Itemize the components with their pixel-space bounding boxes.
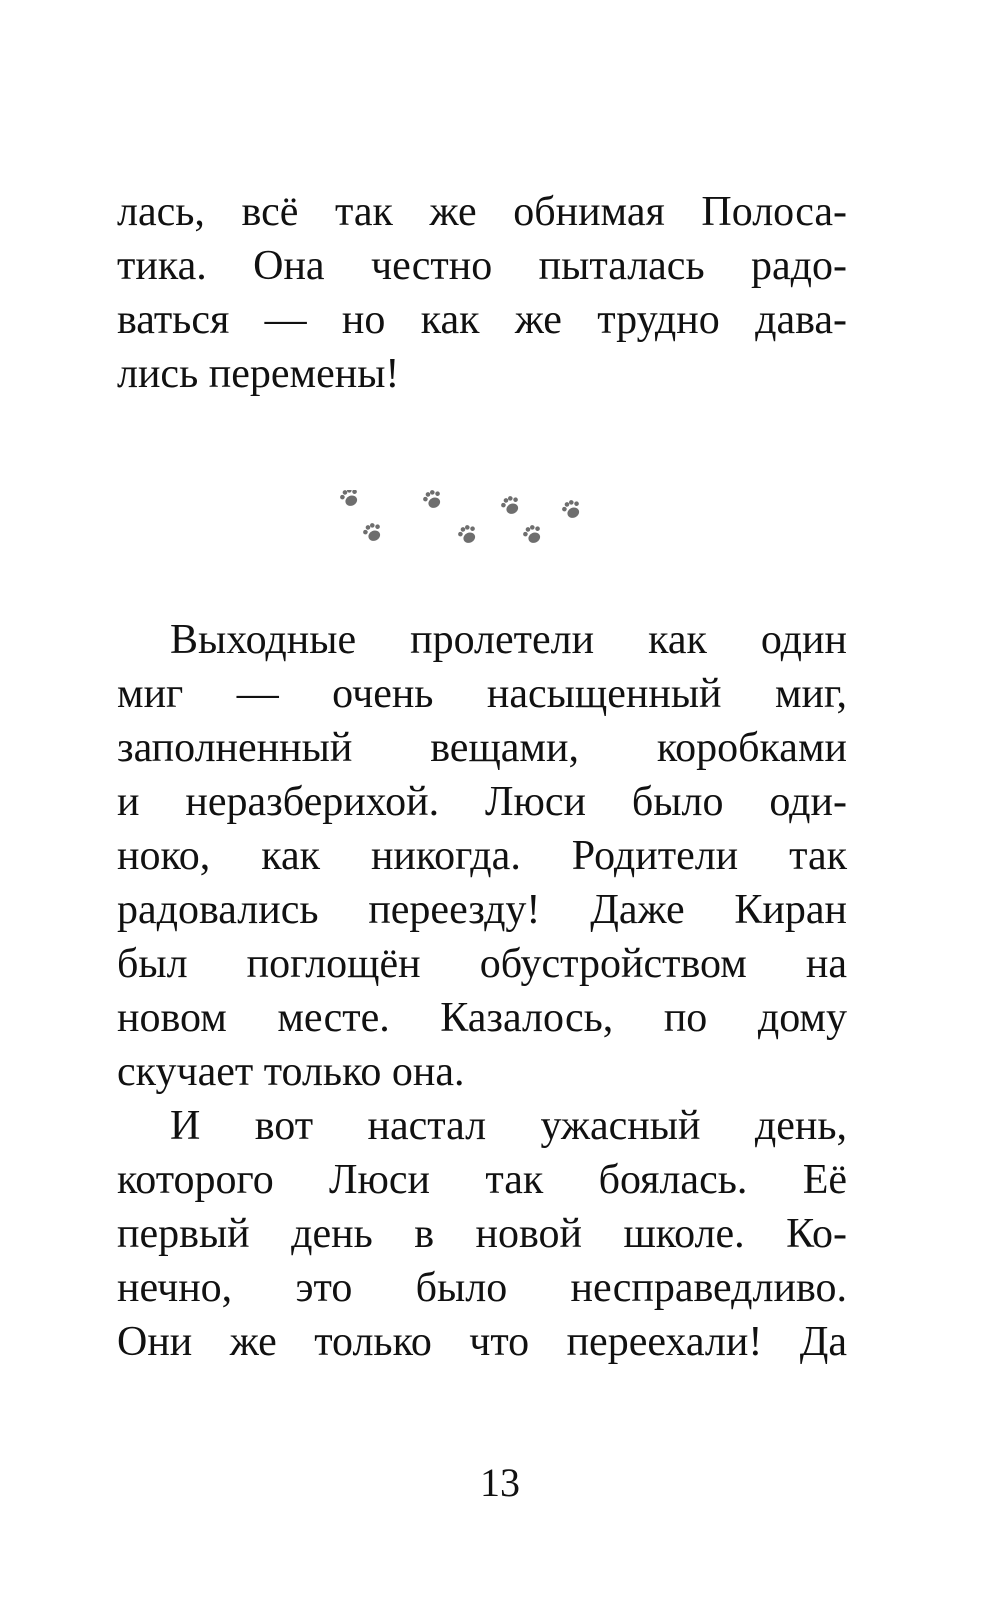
paw-print-icon — [456, 523, 480, 546]
text-line: тика. Она честно пыталась радо- — [117, 243, 847, 289]
paw-print-icon — [521, 523, 545, 546]
text-line: лась, всё так же обнимая Полоса- — [117, 189, 847, 235]
text-line: скучает только она. — [117, 1049, 465, 1095]
paw-prints-divider — [340, 490, 620, 570]
paw-print-icon — [499, 494, 523, 517]
text-line: и неразберихой. Люси было оди- — [117, 779, 847, 825]
text-line: лись перемены! — [117, 351, 400, 397]
text-line: ноко, как никогда. Родители так — [117, 833, 847, 879]
paw-prints-icon — [340, 490, 620, 570]
paw-print-icon — [340, 490, 362, 509]
text-line: нечно, это было несправедливо. — [117, 1265, 847, 1311]
text-line: Они же только что переехали! Да — [117, 1319, 847, 1365]
text-line: Выходные пролетели как один — [170, 617, 847, 663]
text-line: миг — очень насыщенный миг, — [117, 671, 847, 717]
paw-print-icon — [560, 498, 584, 521]
paw-print-icon — [421, 490, 445, 511]
text-line: ваться — но как же трудно дава- — [117, 297, 847, 343]
text-line: новом месте. Казалось, по дому — [117, 995, 847, 1041]
paw-print-icon — [361, 521, 385, 544]
text-line: радовались переезду! Даже Киран — [117, 887, 847, 933]
text-line: И вот настал ужасный день, — [170, 1103, 847, 1149]
text-line: первый день в новой школе. Ко- — [117, 1211, 847, 1257]
text-line: заполненный вещами, коробками — [117, 725, 847, 771]
text-line: был поглощён обустройством на — [117, 941, 847, 987]
page-number: 13 — [480, 1460, 520, 1505]
text-line: которого Люси так боялась. Её — [117, 1157, 847, 1203]
